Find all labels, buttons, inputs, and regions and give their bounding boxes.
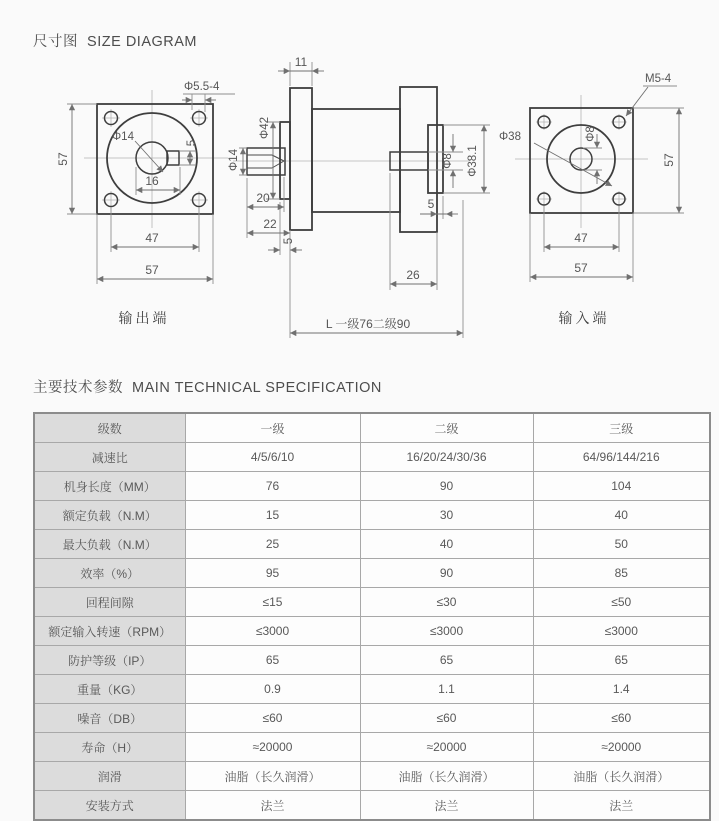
dim-input-hole-dia: Φ8 (585, 126, 597, 142)
spec-table-row (34, 588, 710, 617)
spec-table-row (34, 791, 710, 821)
spec-cell: 40 (360, 530, 533, 559)
spec-cell: 95 (185, 559, 360, 588)
spec-table-row (34, 559, 710, 588)
side-view-drawing (228, 55, 490, 338)
spec-table-row (34, 704, 710, 733)
spec-row-label: 润滑 (34, 762, 185, 791)
spec-section-title: 主要技术参数 MAIN TECHNICAL SPECIFICATION (33, 380, 382, 396)
spec-cell: ≈20000 (533, 733, 710, 762)
dim-side-pilot-depth: 5 (283, 237, 295, 245)
dim-output-shaft-dia: Φ14 (112, 131, 134, 143)
output-end-caption: 输出端 (118, 310, 170, 326)
spec-cell: ≈20000 (185, 733, 360, 762)
diagram-section-title: 尺寸图 SIZE DIAGRAM (33, 34, 197, 50)
dim-output-bolt-holes: Φ5.5-4 (184, 81, 220, 93)
dim-side-input-hole-dia: Φ8 (442, 153, 454, 169)
spec-col-header: 二级 (360, 413, 533, 443)
spec-cell: 65 (185, 646, 360, 675)
dim-side-shoulder-len: 22 (263, 217, 277, 231)
spec-cell: 法兰 (533, 791, 710, 821)
dim-input-height: 57 (662, 153, 676, 167)
spec-table-row (34, 501, 710, 530)
spec-col-header-param: 级数 (34, 413, 185, 443)
dim-side-flange-thk: 11 (294, 55, 308, 69)
dim-input-pilot-dia: Φ38 (499, 131, 521, 143)
spec-table-row (34, 617, 710, 646)
spec-cell: 4/5/6/10 (185, 443, 360, 472)
spec-cell: ≤60 (185, 704, 360, 733)
spec-cell: 油脂（长久润滑） (185, 762, 360, 791)
dim-output-key-span: 16 (145, 174, 159, 188)
input-end-caption: 输入端 (558, 310, 610, 326)
input-end-drawing (499, 73, 684, 326)
spec-row-label: 寿命（H） (34, 733, 185, 762)
spec-row-label: 噪音（DB） (34, 704, 185, 733)
dim-side-input-section-len: 26 (406, 268, 420, 282)
spec-col-header: 三级 (533, 413, 710, 443)
dim-side-shaft-dia: Φ14 (228, 149, 240, 171)
dim-side-input-pilot-depth: 5 (427, 197, 435, 211)
spec-row-label: 最大负载（N.M） (34, 530, 185, 559)
dim-input-width: 57 (574, 261, 588, 275)
dim-side-shaft-len: 20 (256, 191, 270, 205)
spec-table-row (34, 646, 710, 675)
spec-row-label: 额定输入转速（RPM） (34, 617, 185, 646)
spec-row-label: 重量（KG） (34, 675, 185, 704)
dim-output-bolt-spacing: 47 (145, 231, 159, 245)
spec-cell: 64/96/144/216 (533, 443, 710, 472)
spec-cell: 85 (533, 559, 710, 588)
spec-cell: 法兰 (360, 791, 533, 821)
output-end-drawing (56, 81, 235, 326)
spec-table-row (34, 443, 710, 472)
spec-table-row (34, 472, 710, 501)
spec-cell: 104 (533, 472, 710, 501)
spec-cell: ≈20000 (360, 733, 533, 762)
spec-cell: 90 (360, 559, 533, 588)
spec-row-label: 回程间隙 (34, 588, 185, 617)
spec-row-label: 机身长度（MM） (34, 472, 185, 501)
spec-table (33, 412, 711, 821)
spec-row-label: 安装方式 (34, 791, 185, 821)
spec-header-row (34, 413, 710, 443)
spec-table-row (34, 530, 710, 559)
spec-cell: 65 (533, 646, 710, 675)
spec-cell: ≤15 (185, 588, 360, 617)
side-view-length-label: L 一级76二级90 (325, 317, 411, 331)
spec-cell: 0.9 (185, 675, 360, 704)
spec-cell: 50 (533, 530, 710, 559)
spec-row-label: 效率（%） (34, 559, 185, 588)
spec-row-label: 额定负载（N.M） (34, 501, 185, 530)
dim-output-height: 57 (56, 152, 70, 166)
spec-cell: 25 (185, 530, 360, 559)
spec-cell: ≤60 (360, 704, 533, 733)
spec-cell: ≤50 (533, 588, 710, 617)
spec-col-header: 一级 (185, 413, 360, 443)
spec-cell: 40 (533, 501, 710, 530)
dim-output-width: 57 (145, 263, 159, 277)
spec-row-label: 减速比 (34, 443, 185, 472)
dim-output-key-width: 5 (186, 139, 198, 147)
spec-cell: ≤3000 (360, 617, 533, 646)
spec-cell: 1.4 (533, 675, 710, 704)
spec-cell: ≤3000 (533, 617, 710, 646)
spec-table-row (34, 762, 710, 791)
spec-row-label: 防护等级（IP） (34, 646, 185, 675)
spec-cell: 30 (360, 501, 533, 530)
size-diagram (0, 0, 719, 348)
spec-cell: 76 (185, 472, 360, 501)
spec-cell: 法兰 (185, 791, 360, 821)
spec-cell: 16/20/24/30/36 (360, 443, 533, 472)
spec-cell: 油脂（长久润滑） (360, 762, 533, 791)
spec-cell: ≤60 (533, 704, 710, 733)
spec-cell: ≤30 (360, 588, 533, 617)
spec-cell: 油脂（长久润滑） (533, 762, 710, 791)
spec-table-row (34, 733, 710, 762)
dim-side-input-pilot-dia: Φ38.1 (467, 145, 479, 177)
spec-table-body (34, 443, 710, 821)
dim-side-pilot-dia: Φ42 (259, 117, 271, 139)
spec-cell: 1.1 (360, 675, 533, 704)
spec-table-row (34, 675, 710, 704)
spec-cell: 90 (360, 472, 533, 501)
spec-cell: 15 (185, 501, 360, 530)
dim-input-thread-holes: M5-4 (645, 73, 672, 85)
dim-input-bolt-spacing: 47 (574, 231, 588, 245)
spec-cell: ≤3000 (185, 617, 360, 646)
spec-cell: 65 (360, 646, 533, 675)
